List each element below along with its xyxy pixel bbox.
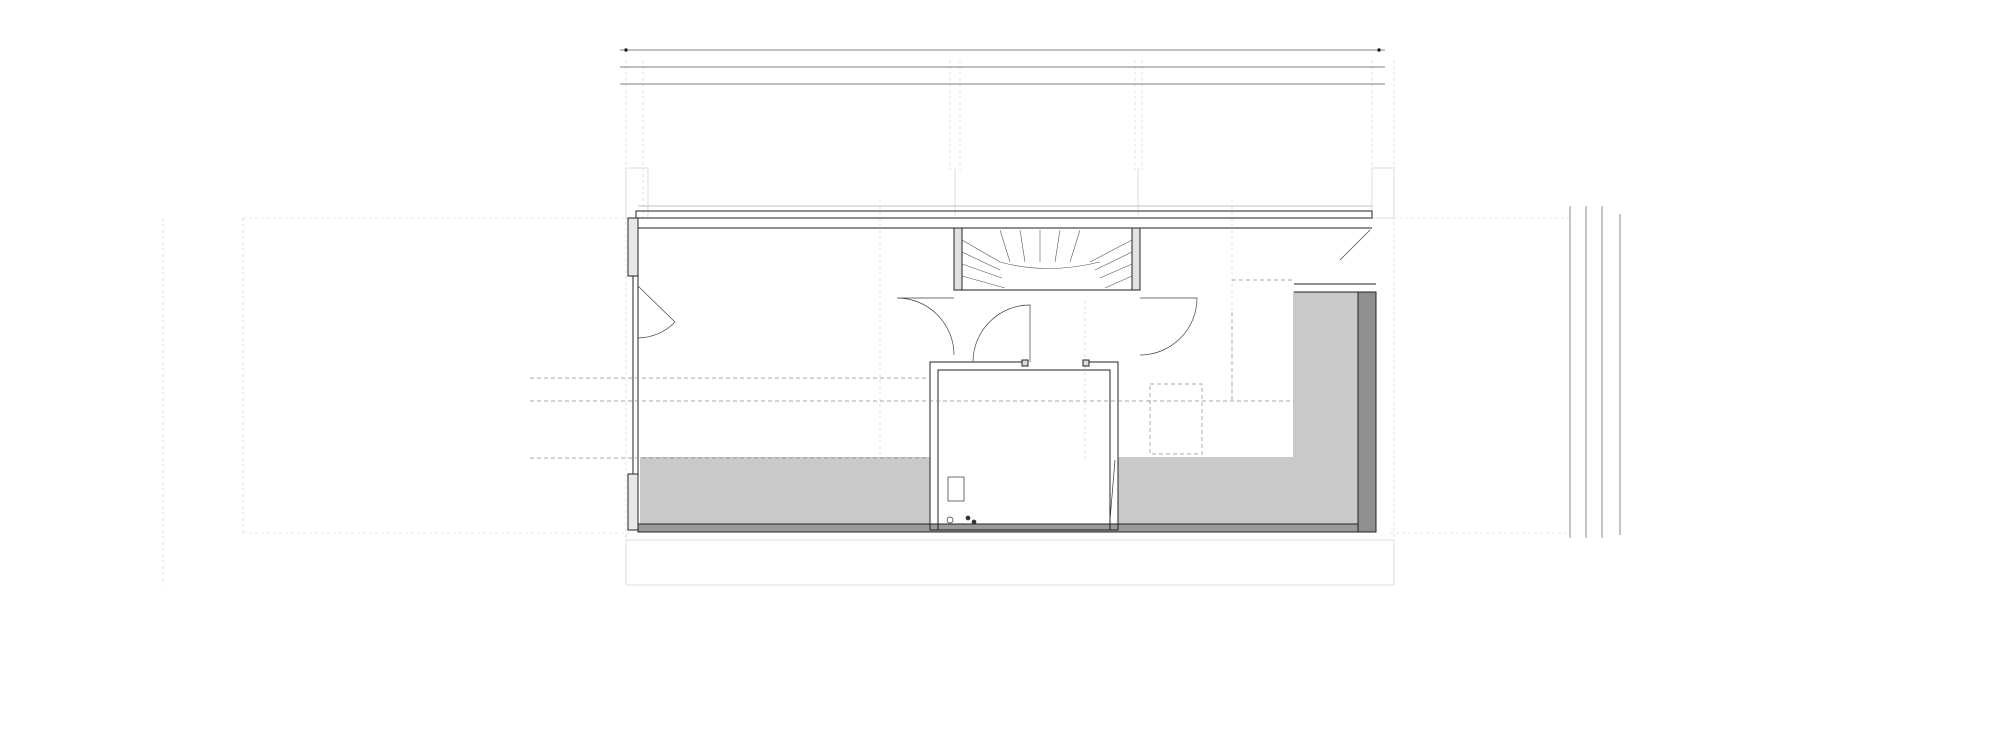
berging-fixtures	[947, 460, 1115, 524]
title-block	[700, 598, 1300, 616]
low-ceiling-zones	[640, 292, 1358, 527]
doors	[638, 230, 1370, 362]
top-dimensions	[620, 49, 1385, 85]
right-dimensions	[1570, 206, 1620, 538]
ceiling-lines	[530, 280, 1294, 458]
